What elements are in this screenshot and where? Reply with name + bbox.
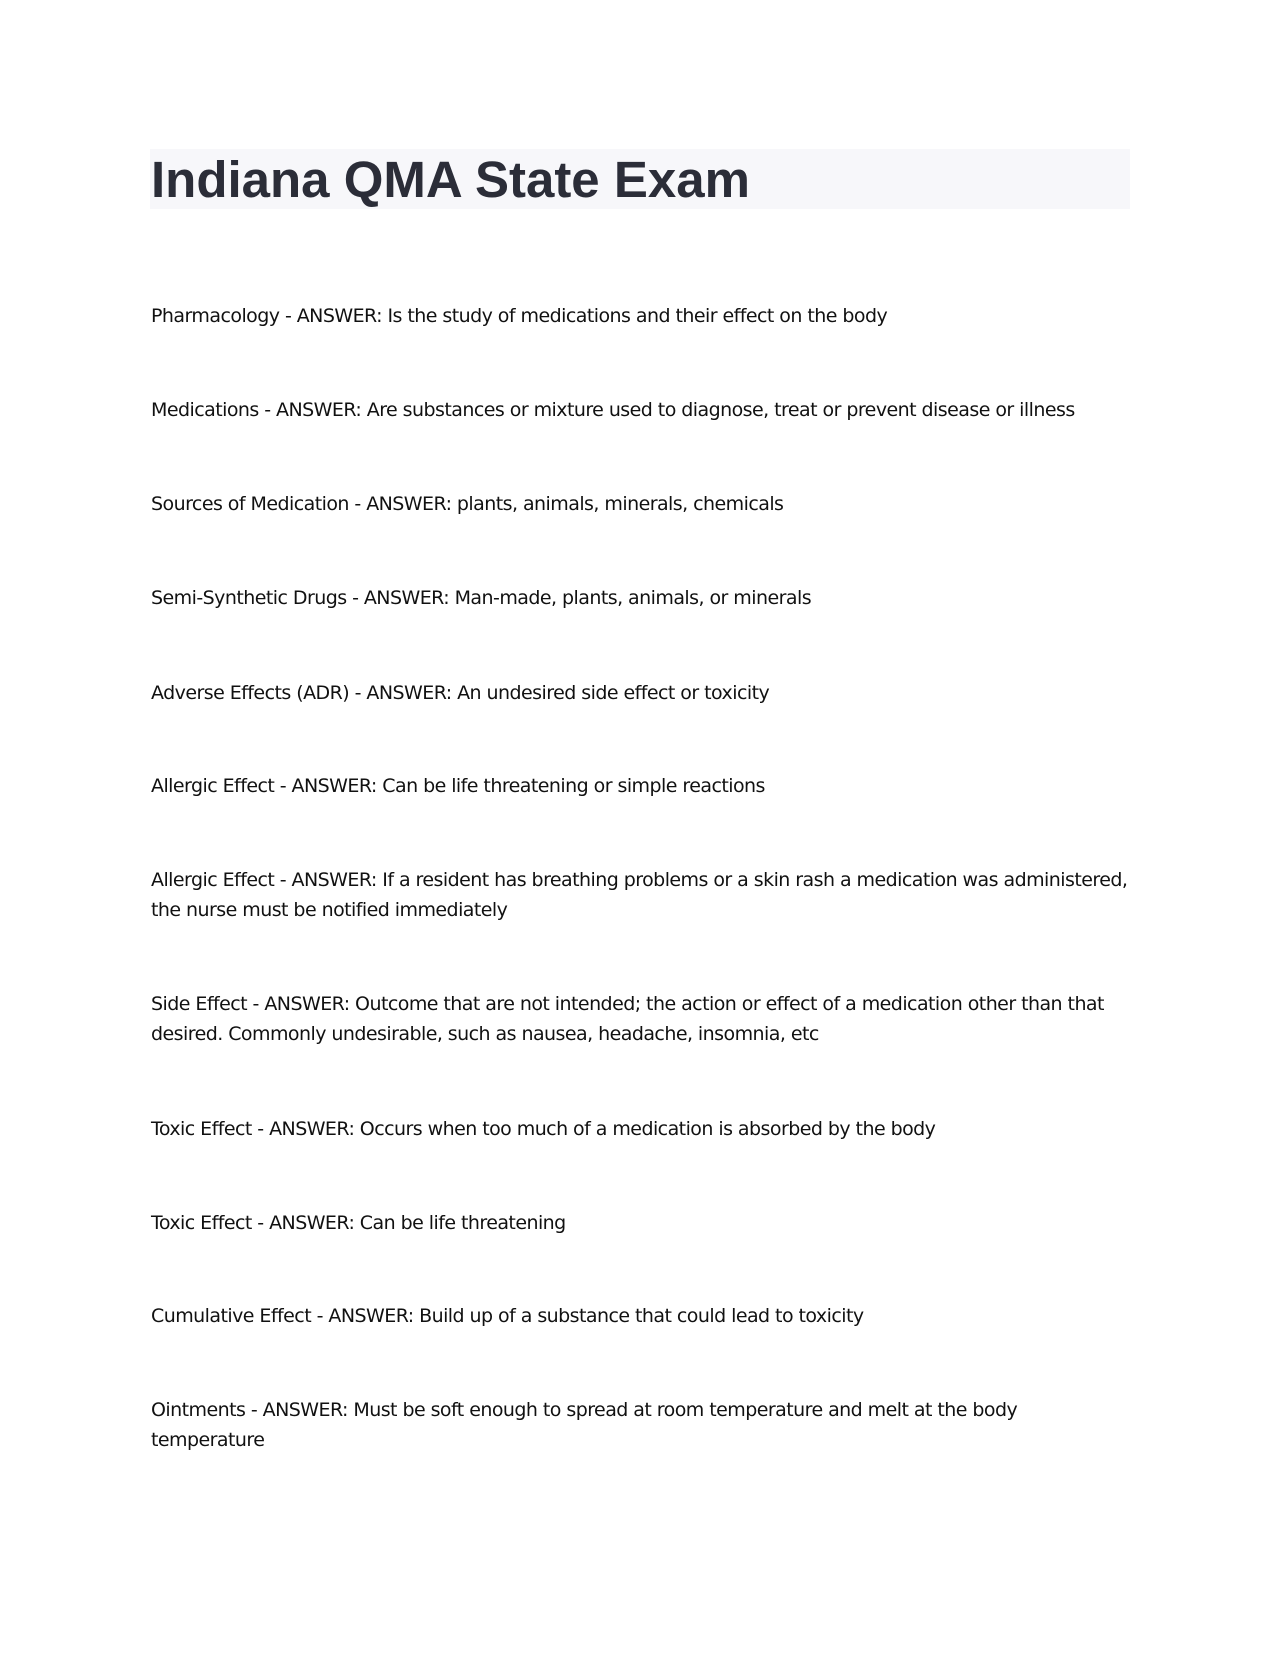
qa-entry-cumulative-effect: Cumulative Effect - ANSWER: Build up of a substance that could lead to toxicity [151, 1305, 864, 1327]
document-title: Indiana QMA State Exam [151, 151, 750, 208]
qa-entry-semi-synthetic-drugs: Semi-Synthetic Drugs - ANSWER: Man-made, plants, animals, or minerals [151, 587, 812, 609]
qa-entry-sources-of-medication: Sources of Medication - ANSWER: plants, animals, minerals, chemicals [151, 493, 784, 515]
qa-entry-ointments: Ointments - ANSWER: Must be soft enough to spread at room temperature and melt at the body temperature [151, 1399, 1018, 1451]
qa-entry-allergic-effect-2: Allergic Effect - ANSWER: If a resident has breathing problems or a skin rash a medication was administered, the nurse must be notified immediately [151, 869, 1128, 921]
qa-entry-adverse-effects: Adverse Effects (ADR) - ANSWER: An undesired side effect or toxicity [151, 682, 770, 704]
qa-entry-side-effect: Side Effect - ANSWER: Outcome that are not intended; the action or effect of a medication other than that desired. Commonly undesirable, such as nausea, headache, insomnia, etc [151, 993, 1104, 1045]
qa-entry-pharmacology: Pharmacology - ANSWER: Is the study of medications and their effect on the body [151, 305, 888, 327]
qa-entry-toxic-effect-1: Toxic Effect - ANSWER: Occurs when too much of a medication is absorbed by the body [151, 1118, 936, 1140]
qa-entry-medications: Medications - ANSWER: Are substances or mixture used to diagnose, treat or prevent disease or illness [151, 399, 1075, 421]
qa-entry-allergic-effect-1: Allergic Effect - ANSWER: Can be life threatening or simple reactions [151, 775, 765, 797]
qa-entry-toxic-effect-2: Toxic Effect - ANSWER: Can be life threatening [151, 1212, 566, 1234]
